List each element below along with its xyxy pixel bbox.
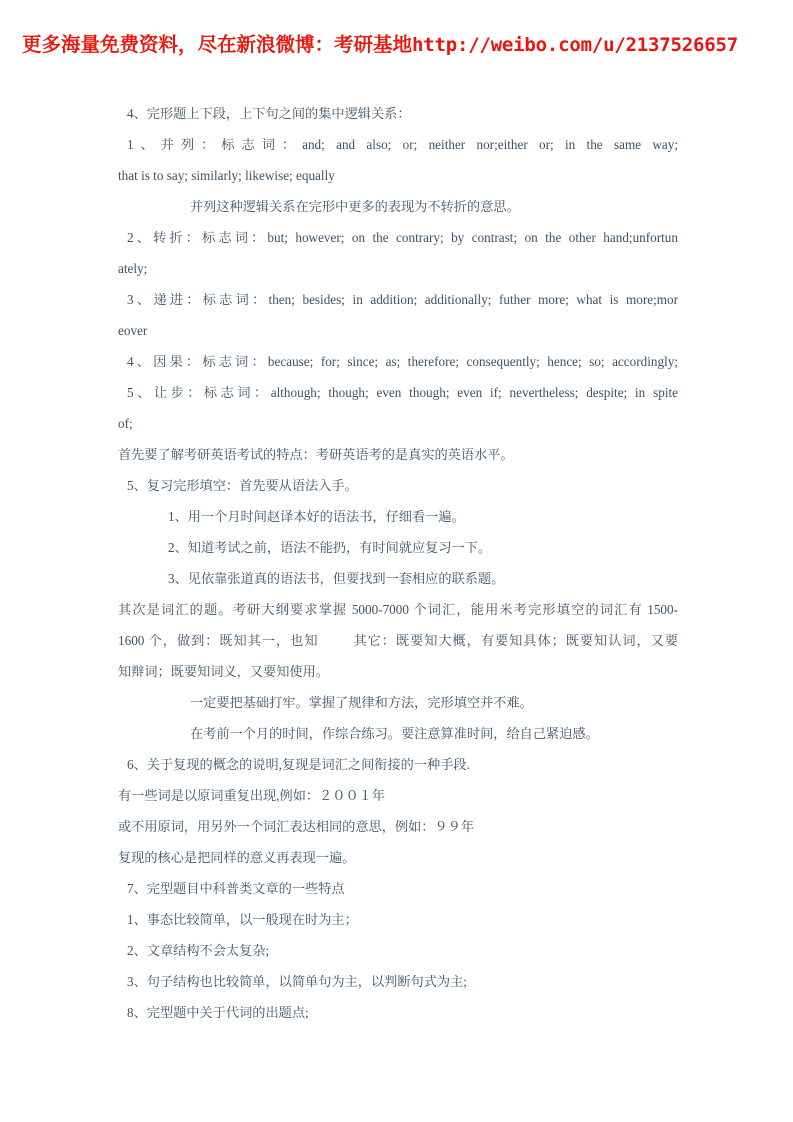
text-line: 4、完形题上下段，上下句之间的集中逻辑关系： [127,106,411,121]
watermark-header [22,28,782,62]
text-line: eover [118,323,148,338]
text-line: 6、关于复现的概念的说明,复现是词汇之间衔接的一种手段. [127,757,470,772]
text-line: 3、见依靠张道真的语法书，但要找到一套相应的联系题。 [168,571,505,586]
text-line: 并列这种逻辑关系在完形中更多的表现为不转折的意思。 [190,199,520,214]
text-line: 1、用一个月时间赵译本好的语法书，仔细看一遍。 [168,509,465,524]
text-line: 1、并列：标志词：and; and also; or; neither nor;either or; in the same way; [127,137,678,152]
text-line: 5、让步：标志词：although; though; even though; even if; nevertheless; despite; in spite [127,385,678,400]
text-line: 或不用原词，用另外一个词汇表达相同的意思，例如：９９年 [118,819,475,834]
text-line: 首先要了解考研英语考试的特点：考研英语考的是真实的英语水平。 [118,447,514,462]
watermark-header-url: http://weibo.com/u/2137526657 [412,33,738,56]
text-line: 1、事态比较简单，以一般现在时为主； [127,912,358,927]
text-line: 其次是词汇的题。考研大纲要求掌握 5000-7000 个词汇，能用米考完形填空的词汇有 1500- [118,602,678,617]
text-line: 3、句子结构也比较简单，以简单句为主，以判断句式为主; [127,974,467,989]
text-line: 8、完型题中关于代词的出题点; [127,1005,309,1020]
text-line: 2、文章结构不会太复杂; [127,943,270,958]
text-line: of; [118,416,133,431]
text-line: ately; [118,261,148,276]
text-line: 2、知道考试之前，语法不能扔，有时间就应复习一下。 [168,540,492,555]
watermark-header-chinese: 更多海量免费资料，尽在新浪微博：考研基地 [22,33,413,57]
text-line: 知辩词；既要知词义，又要知使用。 [118,664,329,679]
text-run: 1600 个，做到：既知其一，也知 [118,633,319,648]
text-line: 5、复习完形填空：首先要从语法入手。 [127,478,358,493]
document-text-body [118,98,678,1028]
text-line: 7、完型题目中科普类文章的一些特点 [127,881,345,896]
text-line: 在考前一个月的时间，作综合练习。要注意算准时间，给自己紧迫感。 [190,726,599,741]
text-line: that is to say; similarly; likewise; equally [118,168,335,183]
text-run: 其它：既要知大概，有要知具体；既要知认词，又要 [352,633,679,648]
text-line: 复现的核心是把同样的意义再表现一遍。 [118,850,356,865]
text-line: 4、因果：标志词：because; for; since; as; therefore; consequently; hence; so; accordingly; [127,354,678,369]
text-line: 3、递进：标志词：then; besides; in addition; additionally; futher more; what is more;mor [127,292,678,307]
text-line: 有一些词是以原词重复出现,例如：２００１年 [118,788,386,803]
text-line [118,625,678,656]
text-line: 2、转折：标志词：but; however; on the contrary; by contrast; on the other hand;unfortun [127,230,678,245]
text-line: 一定要把基础打牢。掌握了规律和方法，完形填空并不难。 [190,695,533,710]
